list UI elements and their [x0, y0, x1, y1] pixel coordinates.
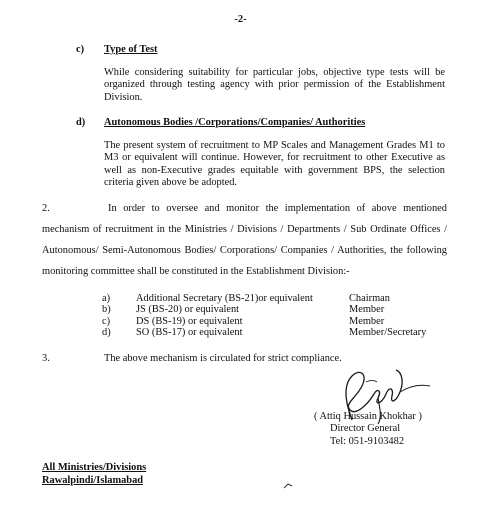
para-2-number: 2.	[42, 203, 50, 214]
committee-post: JS (BS-20) or equivalent	[136, 304, 240, 316]
para-2-text	[42, 198, 447, 282]
para-3-text: The above mechanism is circulated for strict compliance.	[104, 353, 342, 364]
committee-letter: b)	[102, 304, 111, 316]
committee-role: Chairman	[349, 293, 390, 304]
committee-row	[102, 327, 432, 338]
section-c-heading: Type of Test	[104, 44, 158, 55]
committee-letter: a)	[102, 293, 111, 304]
committee-post: SO (BS-17) or equivalent	[136, 327, 243, 339]
committee-role: Member/Secretary	[349, 327, 427, 339]
stray-mark	[283, 483, 293, 489]
section-d-body: The present system of recruitment to MP Scales and Management Grades M1 to M3 or equivalent will continue. However, for recruitment to other Executive as well as non-Executive grades equitable with government BPS, the selection criteria given above be adopted.	[104, 140, 445, 189]
section-d-letter: d)	[76, 117, 86, 128]
signatory-tel: Tel: 051-9103482	[330, 435, 405, 447]
section-c-letter: c)	[76, 44, 85, 55]
committee-role: Member	[349, 315, 385, 327]
committee-role: Member	[349, 304, 385, 316]
para-2-rest: mechanism of recruitment in the Ministries / Divisions / Departments / Sub Ordinate Offices / Autonomous/ Semi-Autonomous Bodies/ Corporations/ Companies / Authorities, the following monitoring committee shall be constituted in the Establishment Division:-	[42, 224, 447, 277]
signatory-block	[314, 411, 434, 448]
para-3-number: 3.	[42, 353, 50, 364]
section-d-heading: Autonomous Bodies /Corporations/Companies/ Authorities	[104, 117, 366, 128]
signatory-designation: Director General	[330, 423, 401, 435]
para-2-first-line: In order to oversee and monitor the implementation of above mentioned	[108, 203, 447, 214]
signatory-name: ( Attiq Hussain Khokhar )	[314, 411, 422, 422]
section-c-body: While considering suitability for particular jobs, objective type tests will be organized through testing agency with prior permission of the Establishment Division.	[104, 67, 445, 103]
committee-post: DS (BS-19) or equivalent	[136, 315, 243, 327]
committee-row	[102, 293, 432, 304]
addressee-line-1: All Ministries/Divisions	[42, 462, 147, 473]
committee-letter: d)	[102, 327, 111, 339]
page-number: -2-	[234, 14, 247, 25]
committee-letter: c)	[102, 315, 111, 327]
committee-row	[102, 316, 432, 327]
committee-row	[102, 304, 432, 315]
addressee-line-2: Rawalpindi/Islamabad	[42, 475, 144, 486]
committee-list	[102, 293, 432, 339]
committee-post: Additional Secretary (BS-21)or equivalent	[136, 293, 313, 304]
